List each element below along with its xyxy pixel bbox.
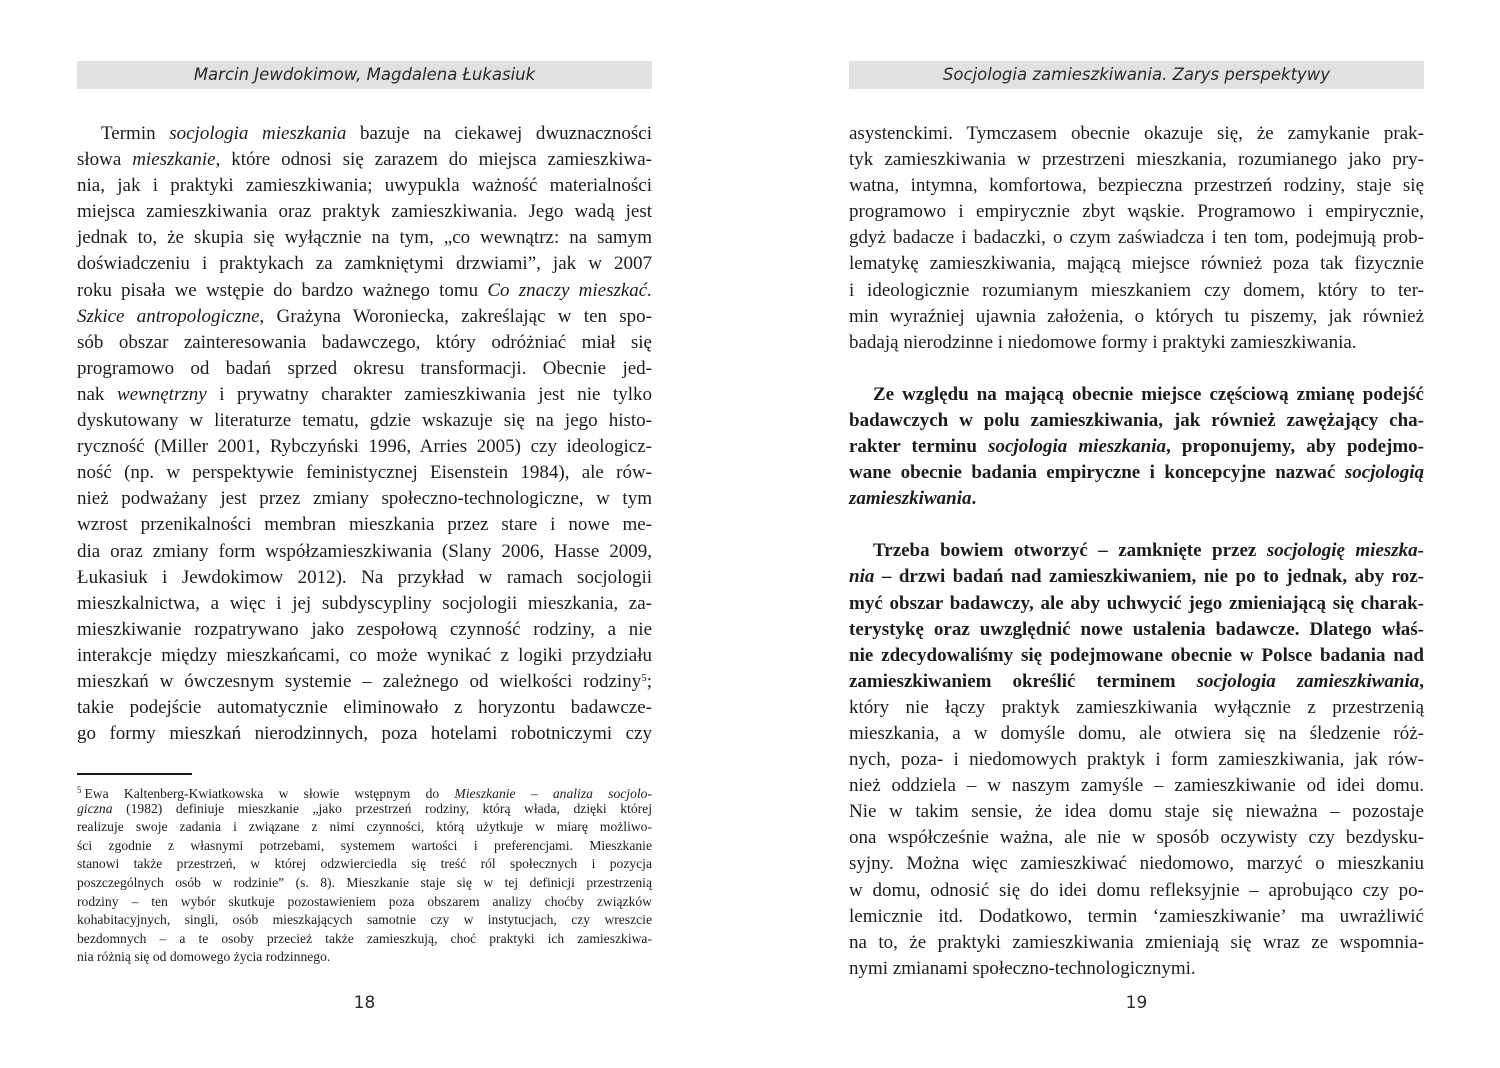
text-line: Łukasiuk i Jewdokimow 2012). Na przykład w ramach socjologii (77, 566, 652, 588)
text-line: tyk zamieszkiwania w przestrzeni mieszkania, rozumianego jako pry- (849, 149, 1424, 171)
text-line: nie zdecydowaliśmy się podejmowane obecnie w Polsce badania nad (849, 644, 1424, 666)
text-line: mieszkiwanie rozpatrywano jako zespołową czynność rodziny, a nie (77, 618, 652, 640)
text-line: zamieszkiwaniem określić terminem socjologia zamieszkiwania, (849, 670, 1425, 692)
text-line: sób obszar zainteresowania badawczego, który odróżniać miał się (77, 331, 652, 353)
body-text-left (77, 121, 652, 747)
text-line: nych, poza- i niedomowych praktyk i form zamieszkiwania, jak rów- (849, 749, 1424, 771)
footnote-line: ści zgodnie z własnymi potrzebami, systemem wartości i preferencjami. Mieszkanie (77, 837, 652, 853)
text-line: lemicznie itd. Dodatkowo, termin ‘zamieszkiwanie’ ma uwrażliwić (849, 905, 1424, 927)
text-line: słowa mieszkanie, które odnosi się zarazem do miejsca zamieszkiwa- (77, 149, 652, 171)
text-line: min wyraźniej ujawnia założenia, o których tu piszemy, jak również (849, 305, 1424, 327)
footnote-line: kohabitacyjnych, singli, osób mieszkających samotnie czy w instytucjach, czy wreszcie (77, 912, 652, 928)
text-line: doświadczeniu i praktykach za zamkniętymi drzwiami”, jak w 2007 (77, 253, 652, 275)
running-head-authors: Marcin Jewdokimow, Magdalena Łukasiuk (77, 61, 652, 89)
footnote-line: nia różnią się od domowego życia rodzinnego. (77, 949, 331, 965)
footnote-line: poszczególnych osób w rodzinie” (s. 8). Mieszkanie staje się w tej definicji przestrzenią (77, 874, 652, 890)
text-line: interakcje między mieszkańcami, co może wynikać z logiki przydziału (77, 644, 652, 666)
footnote-line: $^5$ Ewa Kaltenberg-Kwiatkowska w słowie wstępnym do Mieszkanie – analiza socjolo- (77, 785, 652, 801)
text-line: mieszkalnictwa, a więc i jej subdyscypliny socjologii mieszkania, za- (77, 592, 652, 614)
text-line: terystykę oraz uwzględnić nowe ustalenia badawcze. Dlatego właś- (849, 618, 1424, 640)
footnote-number: 5 (77, 785, 82, 795)
paragraph-argument (849, 538, 1424, 982)
footnote-line: rodziny – ten wybór skutkuje pozostawieniem poza obszarem analizy choćby związków (77, 893, 652, 909)
text-line: Termin socjologia mieszkania bazuje na ciekawej dwuznaczności (101, 123, 652, 144)
text-line: mieszkań w ówczesnym systemie – zależnego od wielkości rodziny$^5$; (77, 670, 652, 692)
text-line: dyskutowany w literaturze tematu, gdzie wskazuje się na jego histo- (77, 410, 652, 432)
text-line: ona współcześnie ważna, ale nie w sposób oczywisty czy bezdysku- (849, 827, 1424, 849)
text-line: myć obszar badawczy, ale aby uchwycić jego zmieniającą się charak- (849, 592, 1424, 614)
bold-paragraph-thesis (849, 382, 1424, 512)
text-line: jednak to, że skupia się wyłącznie na tym, „co wewnątrz: na samym (77, 227, 652, 249)
text-line: asystenckimi. Tymczasem obecnie okazuje się, że zamykanie prak- (849, 123, 1424, 144)
paragraph-gap (849, 512, 1424, 538)
text-line: dia oraz zmiany form współzamieszkiwania (Slany 2006, Hasse 2009, (77, 540, 652, 562)
text-line: Szkice antropologiczne, Grażyna Woroniecka, zakreślając w ten spo- (77, 305, 652, 327)
footnote-separator (77, 773, 192, 775)
text-line: na to, że praktyki zamieszkiwania zmieniają się wraz ze wspomnia- (849, 931, 1424, 953)
body-text-right (849, 121, 1424, 982)
text-line: nia – drzwi badań nad zamieszkiwaniem, nie po to jednak, aby roz- (849, 566, 1424, 588)
text-line: syjny. Można więc zamieszkiwać niedomowo, marzyć o mieszkaniu (849, 853, 1424, 875)
text-line: wane obecnie badania empiryczne i koncepcyjne nazwać socjologią (849, 462, 1424, 484)
text-line: programowo od badań sprzed okresu transformacji. Obecnie jed- (77, 357, 652, 379)
text-line: badawczych w polu zamieszkiwania, jak również zawężający cha- (849, 409, 1424, 431)
text-line: w domu, odnosić się do idei domu refleksyjnie – aprobująco czy po- (849, 879, 1424, 901)
text-line: nak wewnętrzny i prywatny charakter zamieszkiwania jest nie tylko (77, 383, 652, 405)
running-head-title: Socjologia zamieszkiwania. Zarys perspektywy (849, 61, 1424, 89)
text-line: ność (np. w perspektywie feministycznej Eisenstein 1984), ale rów- (77, 462, 652, 484)
paragraph-gap (849, 356, 1424, 382)
text-line: Nie w takim sensie, że idea domu staje się nieważna – pozostaje (849, 801, 1424, 823)
text-line: go formy mieszkań nierodzinnych, poza hotelami robotniczymi czy (77, 723, 652, 745)
text-line: Ze względu na mającą obecnie miejsce częściową zmianę podejść (873, 383, 1424, 405)
left-page (77, 0, 652, 1068)
text-line: nież podważany jest przez zmiany społeczno-technologiczne, w tym (77, 488, 652, 510)
text-line: miejsca zamieszkiwania oraz praktyk zamieszkiwania. Jego wadą jest (77, 201, 652, 223)
text-line: badają nierodzinne i niedomowe formy i praktyki zamieszkiwania. (849, 331, 1357, 353)
text-line: zamieszkiwania. (849, 488, 977, 510)
text-line: mieszkania, a w domyśle domu, ale otwiera się na śledzenie róż- (849, 722, 1424, 744)
text-line: gdyż badacze i badaczki, o czym zaświadcza i ten tom, podejmują prob- (849, 227, 1424, 249)
footnote-line: bezdomnych – a te osoby przecież także zamieszkują, choć praktyki ich zamieszkiwa- (77, 930, 652, 946)
footnote-reference[interactable]: 5 (641, 671, 647, 684)
text-line: watna, intymna, komfortowa, bezpieczna przestrzeń rodziny, staje się (849, 175, 1424, 197)
page-number: 19 (1125, 993, 1148, 1013)
footnote-line: giczna (1982) definiuje mieszkanie „jako przestrzeń rodziny, którą włada, dzięki której (77, 800, 652, 816)
footnote-line: realizuje swoje zadania i związane z nimi czynności, którą użytkuje w miarę możliwo- (77, 819, 652, 835)
text-line: wzrost przenikalności membran mieszkania przez stare i nowe me- (77, 514, 652, 536)
text-line: programowo i empirycznie zbyt wąskie. Programowo i empirycznie, (849, 201, 1424, 223)
text-line: i ideologicznie rozumianym mieszkaniem czy domem, który to ter- (849, 279, 1424, 301)
text-line: rakter terminu socjologia mieszkania, proponujemy, aby podejmo- (849, 436, 1424, 458)
text-line: ryczność (Miller 2001, Rybczyński 1996, Arries 2005) czy ideologicz- (77, 436, 652, 458)
text-line: nież oddziela – w naszym zamyśle – zamieszkiwanie od idei domu. (849, 775, 1424, 797)
right-page (849, 0, 1424, 1068)
text-line: który nie łączy praktyk zamieszkiwania wyłącznie z przestrzenią (849, 696, 1424, 718)
text-line: takie podejście automatycznie eliminowało z horyzontu badawcze- (77, 697, 652, 719)
footnote-block (77, 781, 652, 967)
text-line: nymi zmianami społeczno-technologicznymi. (849, 957, 1196, 979)
text-line: Trzeba bowiem otworzyć – zamknięte przez socjologię mieszka- (873, 540, 1424, 562)
footnote-line: stanowi także przestrzeń, w której odzwierciedla się treść ról społecznych i pozycja (77, 856, 652, 872)
text-line: nia, jak i praktyki zamieszkiwania; uwypukla ważność materialności (77, 175, 652, 197)
text-line: lematykę zamieszkiwania, mającą miejsce również poza tak fizycznie (849, 253, 1424, 275)
page-number: 18 (353, 993, 376, 1013)
text-line: roku pisała we wstępie do bardzo ważnego tomu Co znaczy mieszkać. (77, 279, 652, 301)
